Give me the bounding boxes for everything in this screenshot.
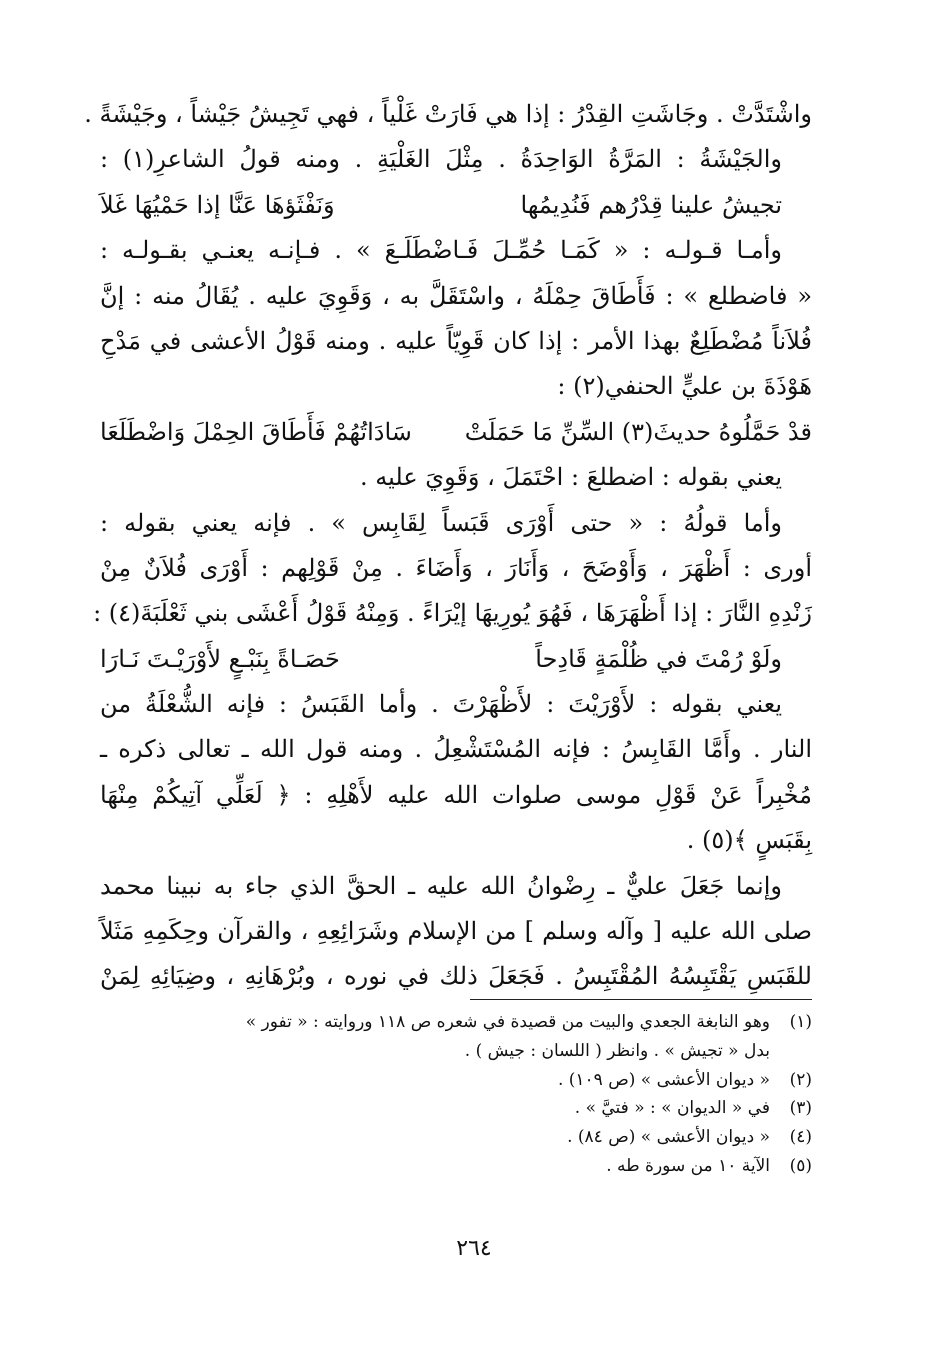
footnote-text: « ديوان الأعشى » (ص ٨٤) . [567, 1127, 770, 1148]
footnote-number: (١) [789, 1012, 812, 1032]
text-line: وأما قولُهُ : « حتى أَوْرَى قَبَساً لِقَابِس » . فإنه يعني بقوله : [100, 508, 782, 537]
footnotes [100, 1008, 812, 1181]
footnote [100, 1037, 812, 1066]
footnote [100, 1008, 812, 1037]
footnote-number: (٤) [789, 1127, 812, 1148]
text-line: زَنْدِهِ النَّارَ : إذا أَظْهَرَهَا ، فَهُوَ يُورِيهَا إيْرَاءً . وَمِنْهُ قَوْلُ أَعْشَى بني ثَعْلَبَةَ(٤) : [93, 599, 812, 628]
verse-line [100, 637, 812, 682]
text-line: يعني بقوله : اضطلعَ : احْتَمَلَ ، وَقَوِيَ عليه . [360, 463, 782, 492]
verse-line [100, 183, 812, 228]
footnote-text: وهو النابغة الجعدي والبيت من قصيدة في شعره ص ١١٨ وروايته : « تفور » [245, 1012, 770, 1032]
verse-hemistich: قدْ حَمَّلُوهُ حديثَ(٣) السِّنِّ مَا حَمَلَتْ [464, 417, 812, 446]
footnote-number: (٢) [789, 1069, 812, 1090]
footnote-text: الآية ١٠ من سورة طه . [606, 1155, 770, 1176]
footnote-number: (٥) [789, 1155, 812, 1176]
footnote [100, 1152, 812, 1181]
text-line: النار . وأَمَّا القَابِسُ : فإنه المُسْتَشْعِلُ . ومنه قول الله ـ تعالى ذكره ـ [100, 735, 812, 764]
text-line: للقَبَسِ يَقْتَبِسُهُ المُقْتَبِسُ . فَجَعَلَ ذلك في نوره ، وبُرْهَانِهِ ، وضِيَائِهِ لِمَنْ [100, 962, 812, 991]
text-line: « فاضطلع » : فَأَطَاقَ حِمْلَهُ ، واسْتَقَلَّ به ، وَقَوِيَ عليه . يُقَالُ منه : إنَّ [100, 281, 812, 310]
text-line: والجَيْشَةُ : المَرَّةُ الوَاحِدَةُ . مِثْلَ الغَلْيَةِ . ومنه قولُ الشاعرِ(١) : [100, 145, 783, 174]
footnote-text: بدل « تجيش » . وانظر ( اللسان : جيش ) . [464, 1040, 770, 1061]
text-line: واشْتَدَّتْ . وجَاشَتِ القِدْرُ : إذا هي فَارَتْ غَلْياً ، فهي تَجِيشُ جَيْشاً ، وجَيْشَةً . [84, 100, 812, 128]
text-line: مُخْبِراً عَنْ قَوْلِ موسى صلوات الله عليه لأَهْلِهِ : ﴿ لَعَلِّي آتِيكُمْ مِنْهَا [100, 780, 812, 809]
main-text [84, 92, 812, 1000]
verse-hemistich: سَادَاتُهُمْ فَأَطَاقَ الحِمْلَ وَاضْطَلَعَا [100, 417, 412, 446]
text-line: وإنما جَعَلَ عليٌّ ـ رِضْوانُ الله عليه ـ الحقَّ الذي جاء به نبينا محمد [100, 871, 782, 900]
verse-line [100, 410, 812, 455]
page-number: ٢٦٤ [456, 1236, 492, 1261]
text-line: يعني بقوله : لأَوْرَيْتَ : لأَظْهَرْتَ . وأما القَبَسُ : فإنه الشُّعْلَةُ من [100, 690, 782, 719]
footnote [100, 1066, 812, 1095]
text-line: هَوْذَةَ بن عليٍّ الحنفي(٢) : [557, 372, 812, 401]
verse-hemistich: حَصَـاةً بِنَبْـعٍ لأَوْرَيْـتَ نَـارَا [100, 644, 340, 673]
footnote-text: في « الديوان » : « فتيَّ » . [574, 1098, 770, 1119]
verse-hemistich: وَنَفْثَؤهَا عَنَّا إذا حَمْيُهَا غَلاَ [100, 190, 335, 219]
footnote-number: (٣) [789, 1098, 812, 1119]
text-line: فُلاَناً مُضْطَلِعٌ بهذا الأمر : إذا كان قَوِيّاً عليه . ومنه قَوْلُ الأعشى في مَدْحِ [100, 326, 812, 355]
text-line: بِقَبَسٍ ﴾(٥) . [686, 826, 812, 855]
text-line: أورى : أَظْهَرَ ، وَأَوْضَحَ ، وَأَنَارَ ، وَأَضَاءَ . مِنْ قَوْلِهم : أَوْرَى فُلاَنٌ مِنْ [100, 553, 812, 582]
verse-hemistich: تجيشُ علينا قِدْرُهم فَنُدِيمُها [520, 190, 782, 219]
text-line: صلى الله عليه [ وآله وسلم ] من الإسلام وشَرَائِعِهِ ، والقرآن وحِكَمِهِ مَثَلاً [100, 917, 812, 946]
footnote-text: « ديوان الأعشى » (ص ١٠٩) . [557, 1069, 770, 1090]
footnote [100, 1094, 812, 1123]
footnote [100, 1123, 812, 1152]
verse-hemistich: ولَوْ رُمْتَ في ظُلْمَةٍ قَادِحاً [535, 644, 782, 673]
footnote-divider [470, 999, 812, 1000]
text-line: وأمـا قـولـه : « كَمَـا حُمِّـلَ فَـاضْطَلَـعَ » . فـإنـه يعنـي بقـولـه : [100, 236, 782, 265]
